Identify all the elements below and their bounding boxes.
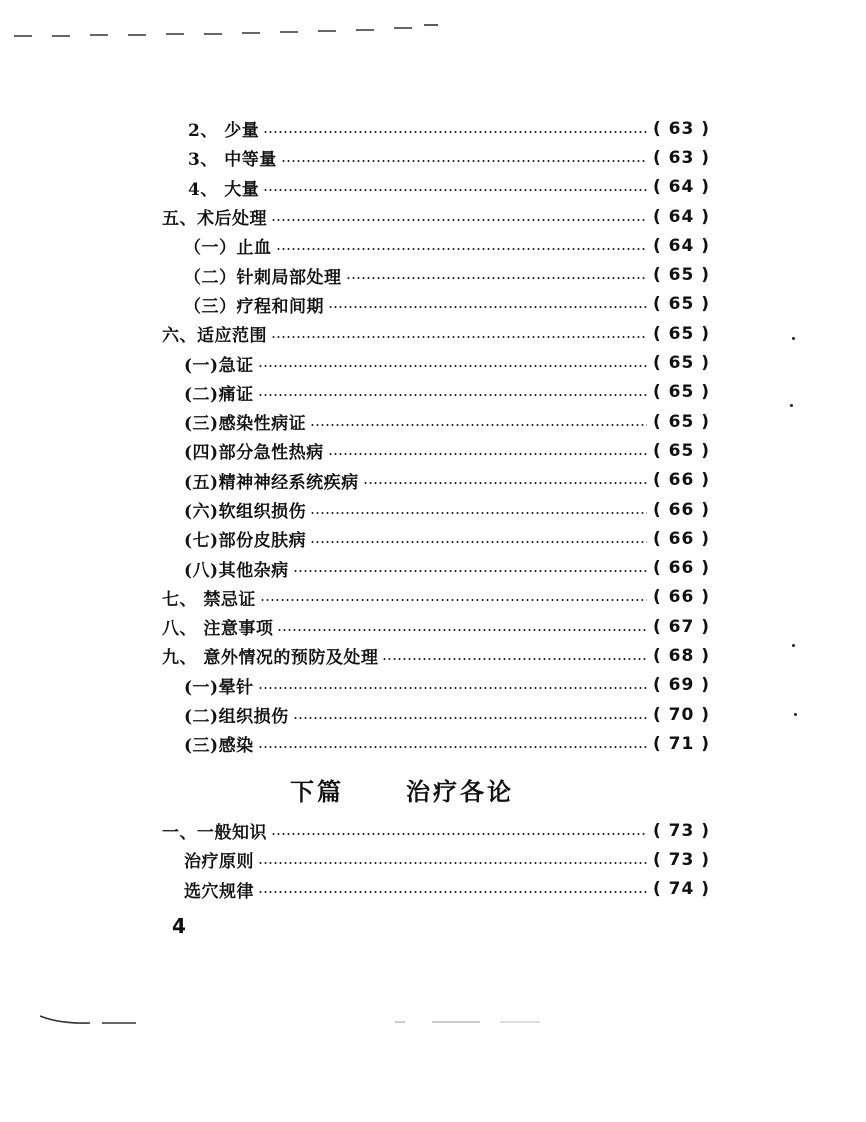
toc-entry: [162, 378, 710, 407]
toc-entry-page: ( 65 ): [652, 323, 710, 344]
toc-entry: [162, 612, 710, 641]
toc-entry-label: (二)组织损伤: [184, 702, 291, 727]
toc-entry-page: ( 65 ): [652, 440, 710, 461]
dot-leader: [281, 160, 647, 162]
toc-entry: [162, 700, 710, 729]
toc-entry: [162, 319, 710, 348]
toc-entry-label: (一)晕针: [184, 673, 256, 698]
toc-entry-label: 九、 意外情况的预防及处理: [162, 643, 380, 668]
toc-entry: [162, 729, 710, 758]
dot-leader: [310, 512, 647, 514]
toc-entry-page: ( 69 ): [652, 675, 710, 696]
toc-entry: [162, 114, 710, 143]
toc-entry-label: (二)痛证: [184, 380, 256, 405]
scan-speck: [792, 644, 795, 647]
section-heading: [290, 772, 514, 807]
toc-entry-page: ( 65 ): [652, 353, 710, 374]
toc-entry-label: 2、 少量: [188, 116, 261, 141]
toc-entry-label: 六、适应范围: [162, 321, 269, 346]
toc-entry-page: ( 70 ): [652, 704, 710, 725]
dot-leader: [382, 658, 647, 660]
section-title: 治疗各论: [406, 777, 514, 806]
toc-entry-page: ( 64 ): [652, 206, 710, 227]
toc-entry-page: ( 74 ): [652, 879, 710, 900]
toc-entry-page: ( 66 ): [652, 470, 710, 491]
toc-entry-label: 4、 大量: [188, 175, 261, 200]
scan-speck: [794, 713, 797, 716]
dot-leader: [310, 541, 647, 543]
toc-entry-label: 八、 注意事项: [162, 614, 275, 639]
dot-leader: [277, 629, 647, 631]
toc-entry-label: (五)精神神经系统疾病: [184, 468, 361, 493]
dot-leader: [258, 687, 647, 689]
toc-entry-page: ( 73 ): [652, 820, 710, 841]
dot-leader: [293, 717, 647, 719]
toc-entry: [162, 260, 710, 289]
toc-entry-page: ( 65 ): [652, 382, 710, 403]
toc-entry: [162, 466, 710, 495]
toc-entry-page: ( 65 ): [652, 411, 710, 432]
toc-entry-label: 选穴规律: [184, 877, 256, 902]
toc-entry: [162, 290, 710, 319]
dot-leader: [271, 336, 647, 338]
toc-entry: [162, 845, 710, 874]
toc-entry: [162, 524, 710, 553]
toc-entry: [162, 583, 710, 612]
dot-leader: [328, 453, 647, 455]
toc-entry-label: 3、 中等量: [188, 145, 279, 170]
toc-entry-label: (四)部分急性热病: [184, 438, 326, 463]
dot-leader: [271, 833, 647, 835]
toc-entry-label: 五、术后处理: [162, 204, 269, 229]
dot-leader: [258, 365, 647, 367]
toc-entry-page: ( 63 ): [652, 118, 710, 139]
dot-leader: [258, 394, 647, 396]
toc-entry-page: ( 66 ): [652, 558, 710, 579]
dot-leader: [328, 306, 647, 308]
dot-leader: [293, 570, 647, 572]
toc-entry: [162, 173, 710, 202]
toc-entry: [162, 671, 710, 700]
toc-entry: [162, 143, 710, 172]
toc-entry-page: ( 66 ): [652, 528, 710, 549]
toc-entry-page: ( 66 ): [652, 587, 710, 608]
toc-entry-page: ( 68 ): [652, 645, 710, 666]
dot-leader: [258, 862, 647, 864]
dot-leader: [363, 482, 647, 484]
toc-entry: [162, 202, 710, 231]
dot-leader: [258, 746, 647, 748]
toc-entry-label: 一、一般知识: [162, 818, 269, 843]
toc-entry-label: 七、 禁忌证: [162, 585, 258, 610]
top-dashed-rule: [14, 22, 438, 38]
toc-entry-page: ( 65 ): [652, 265, 710, 286]
scan-speck: [790, 404, 793, 407]
toc-entry: [162, 641, 710, 670]
toc-entry-page: ( 64 ): [652, 177, 710, 198]
toc-entry-page: ( 66 ): [652, 499, 710, 520]
dot-leader: [263, 189, 647, 191]
toc-entry-page: ( 63 ): [652, 147, 710, 168]
toc-entry-label: (一)急证: [184, 351, 256, 376]
toc-entry-page: ( 71 ): [652, 733, 710, 754]
toc-entry: [162, 553, 710, 582]
dot-leader: [258, 891, 647, 893]
page-number: 4: [172, 914, 186, 938]
dot-leader: [271, 219, 647, 221]
bottom-scan-marks: [40, 1010, 560, 1030]
toc-entry-label: 治疗原则: [184, 847, 256, 872]
dot-leader: [310, 424, 647, 426]
toc-entry-label: (八)其他杂病: [184, 556, 291, 581]
toc-entry: [162, 816, 710, 845]
toc-entry-label: (三)感染性病证: [184, 409, 308, 434]
toc-entry: [162, 231, 710, 260]
toc-entry: [162, 436, 710, 465]
table-of-contents-lower: [162, 816, 710, 904]
toc-entry: [162, 875, 710, 904]
dot-leader: [276, 248, 647, 250]
toc-entry-label: （三）疗程和间期: [184, 292, 326, 317]
dot-leader: [263, 131, 647, 133]
toc-entry: [162, 407, 710, 436]
toc-entry-label: （一）止血: [184, 233, 274, 258]
toc-entry-page: ( 73 ): [652, 849, 710, 870]
dot-leader: [260, 599, 647, 601]
toc-entry-page: ( 64 ): [652, 235, 710, 256]
toc-entry-label: (七)部份皮肤病: [184, 526, 308, 551]
toc-entry: [162, 495, 710, 524]
scan-speck: [792, 337, 795, 340]
toc-entry: [162, 348, 710, 377]
toc-entry-page: ( 67 ): [652, 616, 710, 637]
toc-entry-label: (三)感染: [184, 731, 256, 756]
toc-entry-page: ( 65 ): [652, 294, 710, 315]
section-part-label: 下篇: [290, 777, 344, 806]
dot-leader: [346, 277, 647, 279]
table-of-contents-upper: [162, 114, 710, 759]
toc-entry-label: (六)软组织损伤: [184, 497, 308, 522]
toc-entry-label: （二）针刺局部处理: [184, 263, 344, 288]
